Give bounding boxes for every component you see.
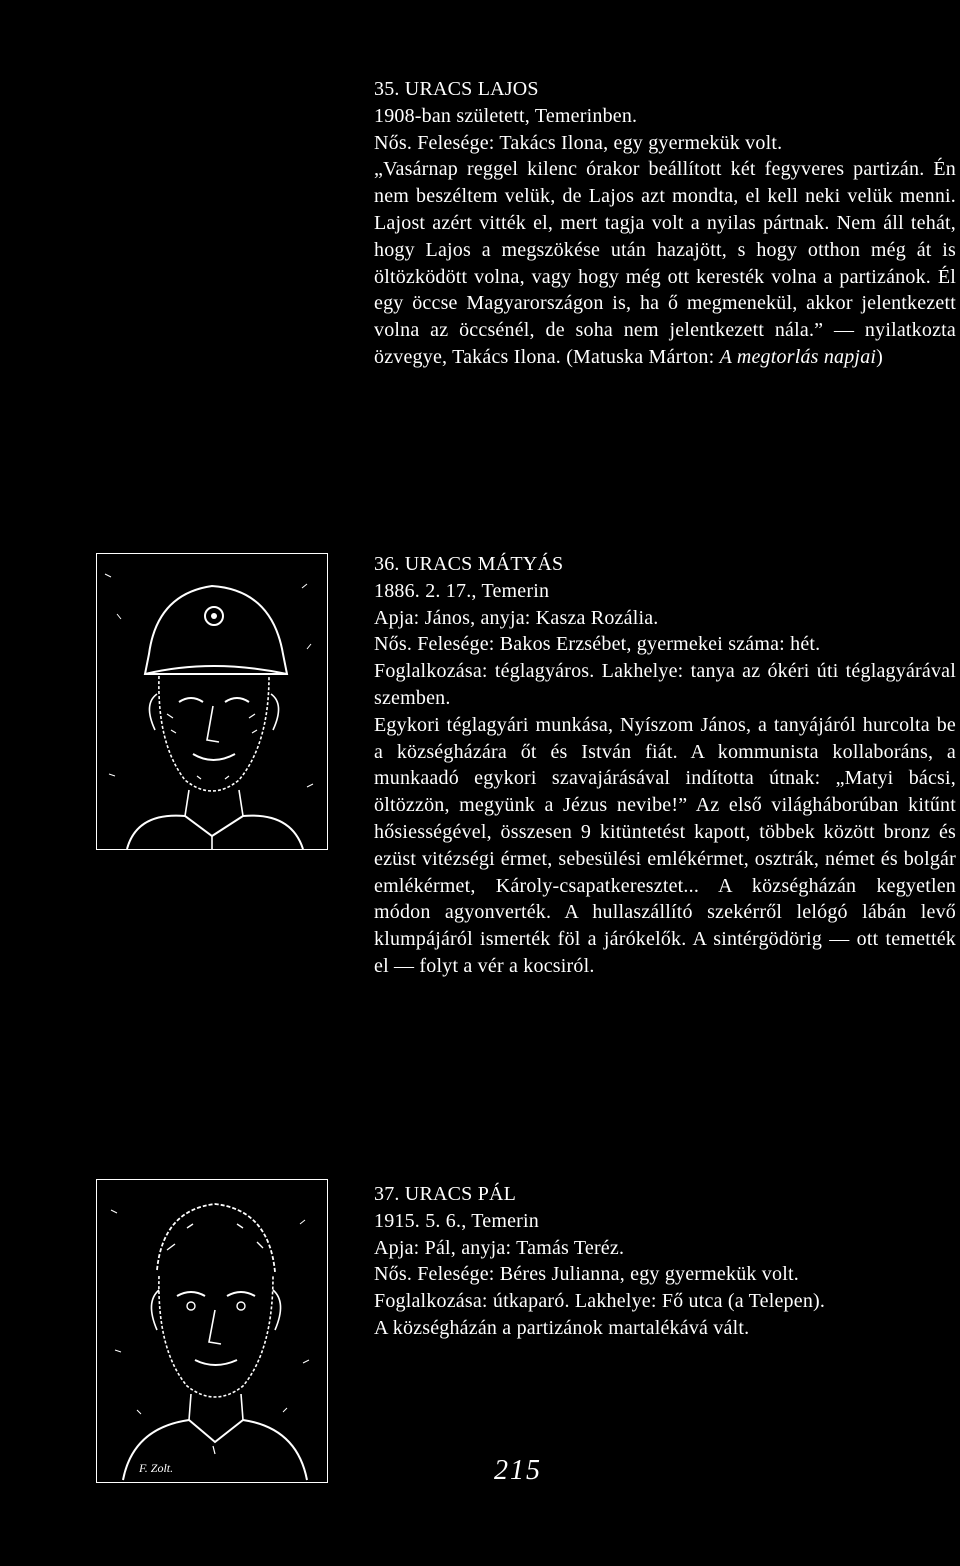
entry-uracs-pal — [374, 1181, 956, 1342]
entry-line: Apja: Pál, anyja: Tamás Teréz. — [374, 1236, 625, 1259]
entry-line: Apja: János, anyja: Kasza Rozália. — [374, 606, 659, 629]
entry-line: A községházán a partizánok martalékává vált. — [374, 1316, 750, 1339]
quote-end: ) — [876, 345, 884, 368]
entry-line: Nős. Felesége: Takács Ilona, egy gyermekük volt. — [374, 131, 783, 154]
entry-paragraph: Egykori téglagyári munkása, Nyíszom János, a tanyájáról hurcolta be a községházára őt és István fiát. A kommunista kollaboráns, a munkaadó egykori szavajárásával indította útnak: „Matyi bácsi, öltözzön, megyünk a Jézus nevibe!” Az első világháborúban kitűnt hősiességével, összesen 9 kitüntetést kapott, többek között bronz és ezüst vitézségi érmet, sebesülési emlékérmet, osztrák, német és bolgár emlékérmet, Károly-csapatkeresztet... A községházán kegyetlen módon agyonverték. A hullaszállító szekérről lelógó lábán levő klumpájáról ismerték föl a járókelők. A sintérgödörig — ott temették el — folyt a vér a kocsiról. — [374, 713, 956, 977]
portrait-uracs-matyas — [96, 553, 328, 850]
portrait-photo-icon — [97, 554, 327, 849]
source-title: A megtorlás napjai — [719, 345, 877, 368]
page-number: 215 — [494, 1455, 542, 1486]
quote-text: „Vasárnap reggel kilenc órakor beállított két fegyveres partizán. Én nem beszéltem velük, de Lajos azt mondta, el kell neki velük menni. Lajost azért vitték el, mert tagja volt a nyilas pártnak. Nem áll tehát, hogy Lajos a megszökése után hazajött, s hogy otthon még át is öltözködött volna, vagy hogy még ott keresték volna a partizánok. Él egy öccse Magyarországon is, ha ő megmenekül, akkor jelentkezett volna az öccsénél, de soha nem jelentkezett nála.” — nyilatkozta özvegye, Takács Ilona. (Matuska Márton: — [374, 158, 956, 368]
entry-quote — [374, 156, 956, 370]
entry-line: 1908-ban született, Temerinben. — [374, 104, 638, 127]
entry-line: 1886. 2. 17., Temerin — [374, 579, 550, 602]
entry-uracs-lajos — [374, 76, 956, 371]
entry-heading: 35. URACS LAJOS — [374, 78, 539, 100]
entry-heading: 36. URACS MÁTYÁS — [374, 553, 564, 575]
entry-line: Foglalkozása: útkaparó. Lakhelye: Fő utca (a Telepen). — [374, 1290, 826, 1313]
entry-line: 1915. 5. 6., Temerin — [374, 1209, 539, 1232]
signature: F. Zolt. — [139, 1461, 174, 1475]
portrait-uracs-pal — [96, 1179, 328, 1483]
entry-line: Foglalkozása: téglagyáros. Lakhelye: tanya az ókéri úti téglagyárával szemben. — [374, 660, 956, 709]
entry-heading: 37. URACS PÁL — [374, 1183, 517, 1205]
entry-line: Nős. Felesége: Béres Julianna, egy gyermekük volt. — [374, 1263, 799, 1286]
portrait-photo-icon — [97, 1180, 327, 1482]
entry-uracs-matyas — [374, 551, 956, 980]
entry-line: Nős. Felesége: Bakos Erzsébet, gyermekei száma: hét. — [374, 633, 821, 656]
